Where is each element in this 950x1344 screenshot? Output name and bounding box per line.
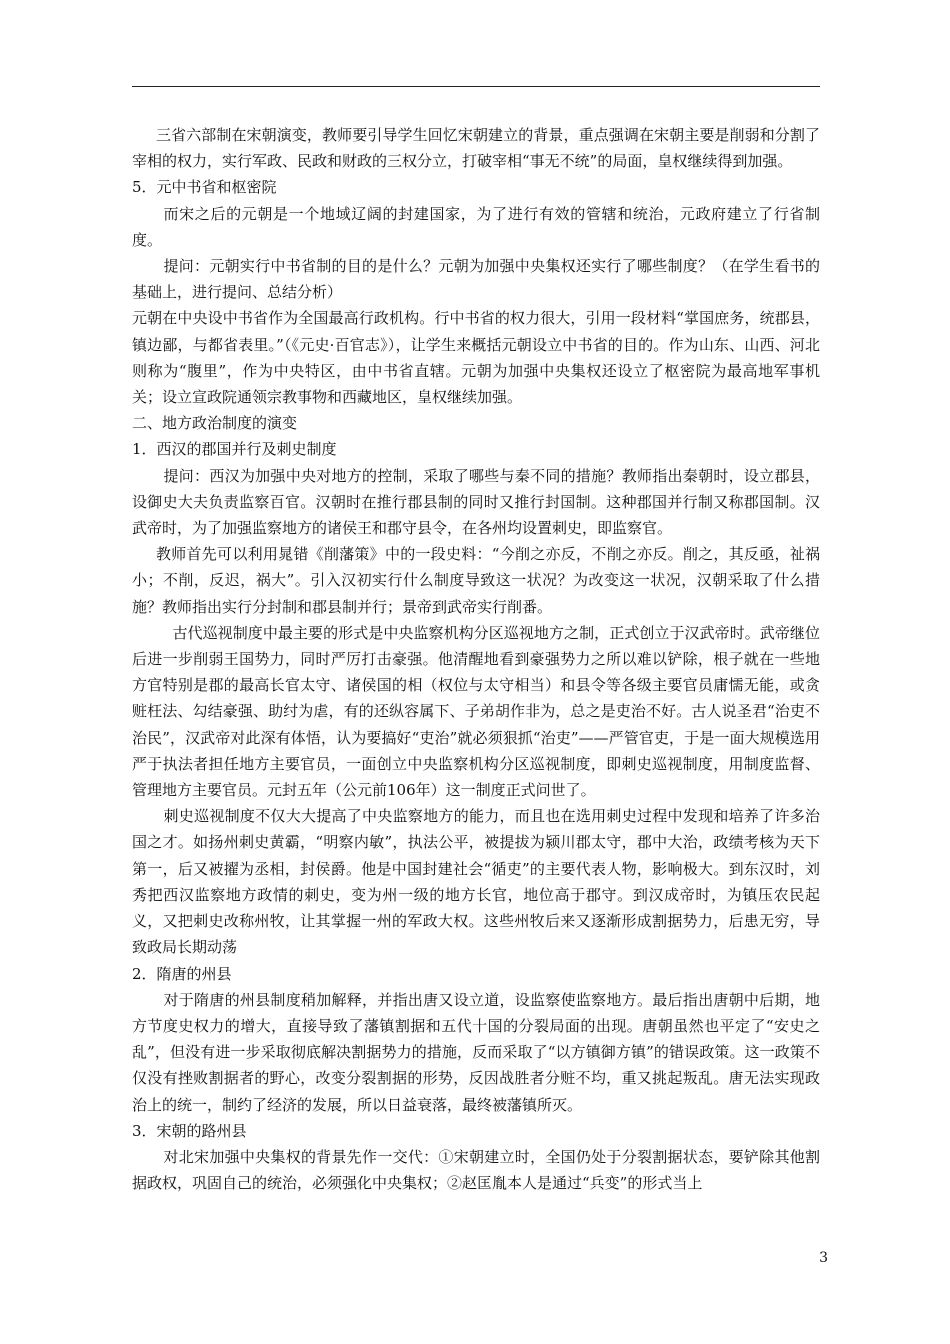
paragraph-xunshi: 古代巡视制度中最主要的形式是中央监察机构分区巡视地方之制，正式创立于汉武帝时。武帝继位后进一步削弱王国势力，同时严厉打击豪强。他清醒地看到豪强势力之所以难以铲除，根子就在一些地方官特别是郡的最高长官太守、诸侯国的相（权位与太守相当）和县令等各级主要官员庸懦无能，或贪赃枉法、勾结豪强、助纣为虐，有的还纵容属下、子弟胡作非为，总之是吏治不好。古人说圣君“治吏不治民”，汉武帝对此深有体悟，认为要搞好“吏治”就必须狠抓“治吏”——严管官吏，于是一面大规模选用严于执法者担任地方主要官员，一面创立中央监察机构分区巡视制度，即刺史巡视制度，用制度监督、管理地方主要官员。元封五年（公元前106年）这一制度正式问世了。	[132, 623, 820, 800]
document-body	[132, 122, 820, 1196]
heading-local-system: 二、地方政治制度的演变	[132, 414, 298, 433]
heading-xihan: 1．西汉的郡国并行及刺史制度	[132, 440, 337, 459]
paragraph-song: 对北宋加强中央集权的背景先作一交代：①宋朝建立时，全国仍处于分裂割据状态，要铲除其他割据政权，巩固自己的统治，必须强化中央集权；②赵匡胤本人是通过“兵变”的形式当上	[132, 1147, 820, 1193]
paragraph-suitang: 对于隋唐的州县制度稍加解释，并指出唐又设立道，设监察使监察地方。最后指出唐朝中后期，地方节度史权力的增大，直接导致了藩镇割据和五代十国的分裂局面的出现。唐朝虽然也平定了“安史之乱”，但没有进一步采取彻底解决割据势力的措施，反而采取了“以方镇御方镇”的错误政策。这一政策不仅没有挫败割据者的野心，改变分裂割据的形势，反因战胜者分赃不均，重又挑起叛乱。唐无法实现政治上的统一，制约了经济的发展，所以日益衰落，最终被藩镇所灭。	[132, 990, 820, 1114]
heading-song: 3．宋朝的路州县	[132, 1121, 247, 1140]
page-number: 3	[819, 1250, 828, 1266]
paragraph-yuan-xingsheng: 而宋之后的元朝是一个地域辽阔的封建国家，为了进行有效的管辖和统治，元政府建立了行省制度。	[132, 204, 820, 249]
paragraph-question-yuan: 提问：元朝实行中书省制的目的是什么？元朝为加强中央集权还实行了哪些制度？（在学生看书的基础上，进行提问、总结分析）	[132, 257, 820, 302]
heading-suitang: 2．隋唐的州县	[132, 964, 232, 983]
paragraph-sanxing: 三省六部制在宋朝演变，教师要引导学生回忆宋朝建立的背景，重点强调在宋朝主要是削弱和分割了宰相的权力，实行军政、民政和财政的三权分立，打破宰相“事无不统”的局面，皇权继续得到加强。	[132, 126, 820, 171]
header-rule	[132, 86, 820, 87]
paragraph-chaocuo: 教师首先可以利用晁错《削藩策》中的一段史料：“今削之亦反，不削之亦反。削之，其反亟，祉祸小；不削，反迟，祸大”。引入汉初实行什么制度导致这一状况？为改变这一状况，汉朝采取了什么措施？教师指出实行分封制和郡县制并行；景帝到武帝实行削番。	[132, 545, 820, 616]
paragraph-cishi: 刺史巡视制度不仅大大提高了中央监察地方的能力，而且也在选用刺史过程中发现和培养了许多治国之才。如扬州刺史黄霸，“明察内敏”，执法公平，被提拔为颍川郡太守，郡中大治，政绩考核为天下第一，后又被擢为丞相，封侯爵。他是中国封建社会“循吏”的主要代表人物，影响极大。到东汉时，刘秀把西汉监察地方政情的刺史，变为州一级的地方长官，地位高于郡守。到汉成帝时，为镇压农民起义，又把刺史改称州牧，让其掌握一州的军政大权。这些州牧后来又逐渐形成割据势力，后患无穷，导致政局长期动荡	[132, 807, 820, 957]
paragraph-question-xihan: 提问：西汉为加强中央对地方的控制，采取了哪些与秦不同的措施？教师指出秦朝时，设立郡县，设御史大夫负责监察百官。汉朝时在推行郡县制的同时又推行封国制。这种郡国并行制又称郡国制。汉武帝时，为了加强监察地方的诸侯王和郡守县令，在各州均设置刺史，即监察官。	[132, 466, 820, 538]
paragraph-yuan-answer: 元朝在中央设中书省作为全国最高行政机构。行中书省的权力很大，引用一段材料“掌国庶务，统郡县，镇边鄙，与都省表里。”（《元史·百官志》），让学生来概括元朝设立中书省的目的。作为山东、山西、河北则称为“腹里”，作为中央特区，由中书省直辖。元朝为加强中央集权还设立了枢密院为最高地军事机关；设立宣政院通领宗教事物和西藏地区，皇权继续加强。	[132, 309, 820, 407]
heading-yuan-zhongshu: 5．元中书省和枢密院	[132, 178, 277, 197]
